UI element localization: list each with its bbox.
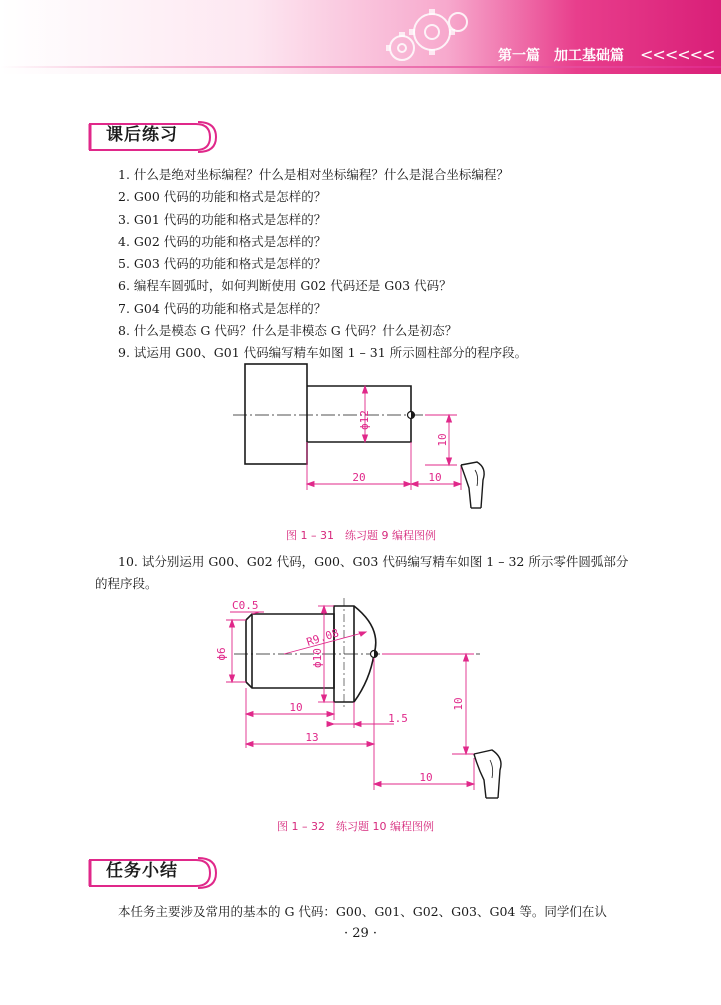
header-part: 第一篇 (498, 48, 540, 64)
question-item: 3. G01 代码的功能和格式是怎样的？ (118, 211, 327, 227)
cutting-tool-icon (474, 750, 501, 798)
header-section-name: 加工基础篇 (554, 48, 624, 64)
figure-1-31-drawing (225, 358, 505, 518)
header-rule (0, 66, 721, 68)
fig32-height-label: 10 (452, 697, 465, 711)
question-10-text: 10. 试分别运用 G00、G02 代码，G00、G03 代码编写精车如图 1 – 32 所示零件圆弧部分的程序段。 (95, 554, 629, 591)
fig32-chamfer-label: C0.5 (232, 599, 259, 612)
question-item: 1. 什么是绝对坐标编程？什么是相对坐标编程？什么是混合坐标编程？ (118, 167, 509, 182)
page-header (0, 0, 721, 74)
header-arrows: <<<<<< (640, 45, 715, 64)
question-item: 2. G00 代码的功能和格式是怎样的？ (118, 189, 327, 205)
question-item: 4. G02 代码的功能和格式是怎样的？ (118, 233, 327, 249)
section-heading-label: 课后练习 (106, 125, 178, 145)
fig32-diameter-small-label: ϕ6 (215, 647, 228, 661)
fig32-diameter-large-label: ϕ10 (311, 648, 324, 668)
fig32-length-b-label: 10 (419, 771, 433, 784)
fig32-radius-label: R9.08 (304, 626, 341, 649)
fig31-length-a-label: 20 (352, 471, 366, 484)
header-title (498, 46, 624, 66)
figure-1-32-drawing (212, 598, 522, 810)
gear-cluster-icon (370, 2, 480, 70)
question-item: 6. 编程车圆弧时，如何判断使用 G02 代码还是 G03 代码？ (118, 278, 452, 294)
question-item: 8. 什么是模态 G 代码？什么是非模态 G 代码？什么是初态？ (118, 323, 458, 339)
summary-text: 本任务主要涉及常用的基本的 G 代码：G00、G01、G02、G03、G04 等。同学们在认 (118, 904, 607, 919)
question-list (118, 164, 658, 365)
figure-1-32-caption: 图 1 – 32 练习题 10 编程图例 (277, 820, 434, 833)
fig31-length-b-label: 10 (428, 471, 442, 484)
question-item: 7. G04 代码的功能和格式是怎样的？ (118, 300, 327, 316)
fig32-length-total-label: 13 (305, 731, 319, 744)
fig32-length-a-label: 10 (289, 701, 303, 714)
cutting-tool-icon (461, 462, 484, 508)
fig31-shoulder (245, 364, 307, 464)
figure-1-31-caption: 图 1 – 31 练习题 9 编程图例 (286, 529, 436, 542)
page-number: · 29 · (343, 926, 378, 941)
fig31-height-label: 10 (436, 433, 449, 447)
question-item: 5. G03 代码的功能和格式是怎样的？ (118, 256, 327, 272)
section-heading-label: 任务小结 (106, 861, 178, 881)
question-item: 9. 试运用 G00、G01 代码编写精车如图 1 – 31 所示圆柱部分的程序段。 (118, 345, 528, 361)
fig31-diameter-label: ϕ12 (358, 410, 371, 430)
fig32-offset-label: 1.5 (388, 712, 408, 725)
